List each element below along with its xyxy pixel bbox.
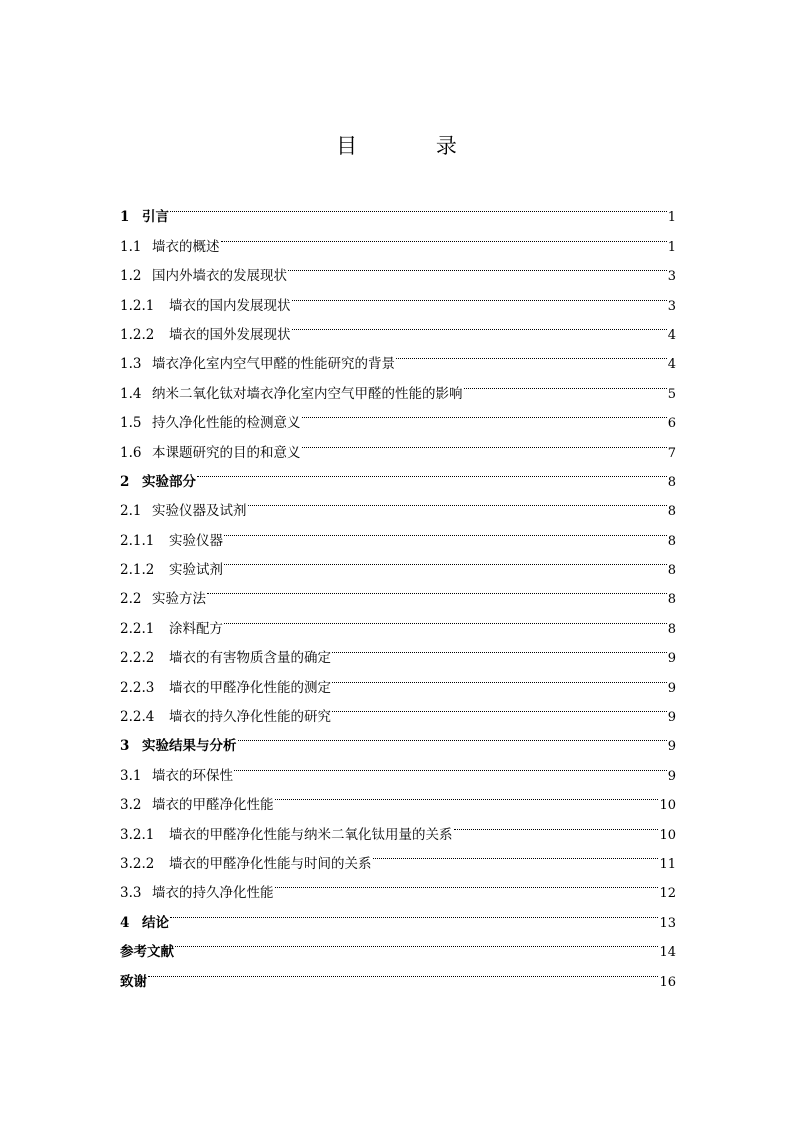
toc-entry-page-number: 8 xyxy=(667,474,676,490)
toc-entry-label: 致谢 xyxy=(120,973,147,990)
toc-entry[interactable] xyxy=(120,221,676,255)
table-of-contents xyxy=(120,192,676,990)
toc-entry-label: 实验试剂 xyxy=(169,562,223,579)
toc-entry-page-number: 9 xyxy=(667,680,676,696)
toc-entry-page-number: 13 xyxy=(659,915,676,931)
dot-leader xyxy=(302,398,667,427)
toc-entry-page-number: 10 xyxy=(659,827,676,843)
toc-entry-page-number: 11 xyxy=(659,856,676,872)
toc-entry-page-number: 4 xyxy=(667,327,676,343)
dot-leader xyxy=(292,310,667,339)
toc-entry-number: 3.3 xyxy=(120,885,142,902)
toc-entry[interactable] xyxy=(120,486,676,520)
dot-leader xyxy=(454,809,659,838)
toc-entry-number: 2.1.2 xyxy=(120,562,155,579)
toc-entry-number: 1 xyxy=(120,209,130,226)
toc-entry-label: 墙衣的概述 xyxy=(152,238,220,255)
toc-entry-number: 2.1 xyxy=(120,503,142,520)
toc-entry-label: 墙衣的甲醛净化性能的测定 xyxy=(169,679,331,696)
toc-entry-number: 3.2.1 xyxy=(120,826,155,843)
toc-entry-label: 墙衣净化室内空气甲醛的性能研究的背景 xyxy=(152,356,395,373)
toc-entry-label: 引言 xyxy=(142,209,169,226)
dot-leader xyxy=(221,221,667,250)
toc-entry-label: 墙衣的持久净化性能的研究 xyxy=(169,709,331,726)
dot-leader xyxy=(332,692,667,721)
dot-leader xyxy=(238,721,667,750)
toc-entry-number: 1.2.2 xyxy=(120,326,155,343)
toc-entry-label: 纳米二氧化钛对墙衣净化室内空气甲醛的性能的影响 xyxy=(152,385,463,402)
toc-entry-number: 1.6 xyxy=(120,444,142,461)
toc-entry-label: 墙衣的国外发展现状 xyxy=(169,326,291,343)
toc-entry-page-number: 10 xyxy=(659,798,676,814)
toc-entry-page-number: 4 xyxy=(667,357,676,373)
toc-entry-label: 墙衣的环保性 xyxy=(152,767,233,784)
dot-leader xyxy=(224,603,667,632)
dot-leader xyxy=(170,192,667,221)
toc-entry-number: 3 xyxy=(120,738,130,755)
toc-entry-page-number: 5 xyxy=(667,386,676,402)
dot-leader xyxy=(148,956,658,985)
dot-leader xyxy=(275,780,659,809)
toc-entry-label: 本课题研究的目的和意义 xyxy=(152,444,301,461)
toc-entry-page-number: 16 xyxy=(659,974,676,990)
dot-leader xyxy=(275,868,659,897)
toc-entry-page-number: 12 xyxy=(659,886,676,902)
toc-entry-label: 实验仪器 xyxy=(169,532,223,549)
dot-leader xyxy=(332,633,667,662)
dot-leader xyxy=(288,251,667,280)
toc-entry-label: 持久净化性能的检测意义 xyxy=(152,415,301,432)
toc-entry-page-number: 1 xyxy=(667,210,676,226)
toc-entry-label: 墙衣的有害物质含量的确定 xyxy=(169,650,331,667)
dot-leader xyxy=(396,339,667,368)
page-title: 目 录 xyxy=(336,134,493,158)
toc-entry-page-number: 8 xyxy=(667,533,676,549)
toc-entry-label: 实验仪器及试剂 xyxy=(152,503,247,520)
toc-entry-number: 2.2.1 xyxy=(120,620,155,637)
toc-entry-label: 国内外墙衣的发展现状 xyxy=(152,268,287,285)
toc-entry-number: 3.2.2 xyxy=(120,855,155,872)
dot-leader xyxy=(248,486,667,515)
toc-entry-number: 1.2.1 xyxy=(120,297,155,314)
toc-entry-label: 参考文献 xyxy=(120,944,174,961)
toc-entry-number: 2.2.2 xyxy=(120,650,155,667)
toc-entry[interactable] xyxy=(120,457,676,490)
dot-leader xyxy=(224,515,667,544)
toc-entry-number: 2.2 xyxy=(120,591,142,608)
dot-leader xyxy=(175,927,658,956)
toc-entry-number: 1.1 xyxy=(120,238,142,255)
toc-entry[interactable] xyxy=(120,956,676,990)
toc-entry-page-number: 3 xyxy=(667,298,676,314)
toc-entry-number: 2.2.4 xyxy=(120,709,155,726)
toc-entry-page-number: 9 xyxy=(667,710,676,726)
toc-entry-label: 结论 xyxy=(142,914,169,931)
toc-entry-page-number: 9 xyxy=(667,739,676,755)
toc-entry-label: 墙衣的国内发展现状 xyxy=(169,297,291,314)
dot-leader xyxy=(234,750,667,779)
dot-leader xyxy=(332,662,667,691)
toc-entry[interactable] xyxy=(120,192,676,226)
toc-entry-label: 墙衣的甲醛净化性能与纳米二氧化钛用量的关系 xyxy=(169,826,453,843)
toc-entry-number: 1.4 xyxy=(120,385,142,402)
toc-entry-page-number: 7 xyxy=(667,445,676,461)
toc-entry-label: 实验结果与分析 xyxy=(142,738,237,755)
toc-entry-number: 2.1.1 xyxy=(120,532,155,549)
toc-entry-page-number: 8 xyxy=(667,621,676,637)
toc-entry-number: 1.2 xyxy=(120,268,142,285)
toc-entry-number: 2 xyxy=(120,473,130,490)
toc-entry-page-number: 3 xyxy=(667,269,676,285)
toc-entry-page-number: 8 xyxy=(667,563,676,579)
toc-entry-page-number: 6 xyxy=(667,416,676,432)
dot-leader xyxy=(224,545,667,574)
toc-entry-page-number: 8 xyxy=(667,504,676,520)
toc-entry-label: 涂料配方 xyxy=(169,620,223,637)
dot-leader xyxy=(464,368,667,397)
toc-entry-label: 墙衣的甲醛净化性能与时间的关系 xyxy=(169,855,372,872)
toc-entry-number: 4 xyxy=(120,914,130,931)
toc-entry-label: 墙衣的甲醛净化性能 xyxy=(152,797,274,814)
toc-entry-page-number: 9 xyxy=(667,651,676,667)
toc-entry-number: 1.5 xyxy=(120,415,142,432)
toc-entry-label: 实验部分 xyxy=(142,473,196,490)
toc-entry[interactable] xyxy=(120,897,676,931)
toc-entry[interactable] xyxy=(120,927,676,961)
toc-entry-page-number: 1 xyxy=(667,239,676,255)
toc-entry-number: 3.1 xyxy=(120,767,142,784)
dot-leader xyxy=(197,457,667,486)
toc-entry-number: 3.2 xyxy=(120,797,142,814)
toc-entry-label: 墙衣的持久净化性能 xyxy=(152,885,274,902)
toc-entry-page-number: 14 xyxy=(659,945,676,961)
toc-entry-number: 1.3 xyxy=(120,356,142,373)
dot-leader xyxy=(170,897,658,926)
dot-leader xyxy=(302,427,667,456)
toc-entry-label: 实验方法 xyxy=(152,591,206,608)
toc-entry-page-number: 8 xyxy=(667,592,676,608)
toc-entry-page-number: 9 xyxy=(667,768,676,784)
dot-leader xyxy=(373,839,659,868)
dot-leader xyxy=(292,280,667,309)
toc-entry-number: 2.2.3 xyxy=(120,679,155,696)
dot-leader xyxy=(207,574,667,603)
